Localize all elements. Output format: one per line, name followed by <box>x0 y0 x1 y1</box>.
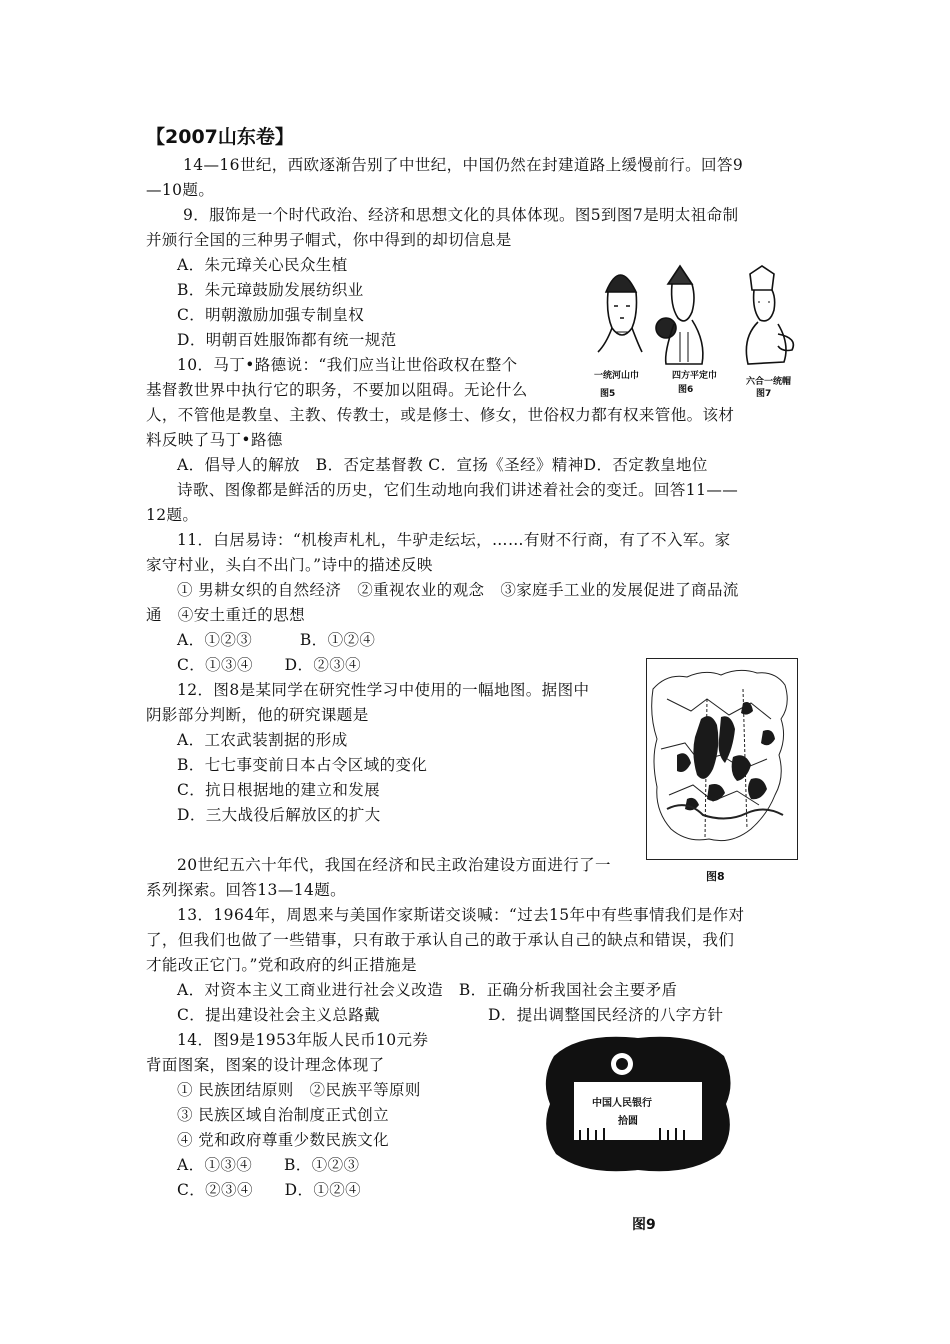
q12-option-c: C．抗日根据地的建立和发展 <box>177 781 381 799</box>
section-intro: 诗歌、图像都是鲜活的历史，它们生动地向我们讲述着社会的变迁。回答11—— <box>177 481 739 499</box>
section-intro: 系列探索。回答13—14题。 <box>146 881 347 899</box>
question-10-stem: 人，不管他是教皇、主教、传教士，或是修士、修女，世俗权力都有权来管他。该材 <box>146 406 735 424</box>
q11-statements: 通 ④安土重迁的思想 <box>146 606 306 624</box>
hat-number-6: 图6 <box>678 385 694 395</box>
question-9-stem: 并颁行全国的三种男子帽式，你中得到的却切信息是 <box>146 231 512 249</box>
question-14-stem: 14．图9是1953年版人民币10元券 <box>177 1031 429 1049</box>
q12-option-d: D．三大战役后解放区的扩大 <box>177 806 381 824</box>
map-figure-number: 图8 <box>706 870 725 883</box>
q12-option-a: A．工农武装割据的形成 <box>177 731 348 749</box>
banknote-bank-name: 中国人民银行 <box>592 1098 652 1109</box>
banknote-figure <box>540 1032 736 1176</box>
question-14-stem: 背面图案，图案的设计理念体现了 <box>146 1056 385 1074</box>
hat-number-7: 图7 <box>756 389 772 399</box>
q14-options: A．①③④ B．①②③ <box>177 1156 360 1174</box>
intro-line: —10题。 <box>146 181 215 199</box>
banknote-figure-number: 图9 <box>632 1217 656 1233</box>
map-figure <box>646 658 798 860</box>
hat-caption-3: 六合一统帽 <box>746 377 792 387</box>
q11-options: A．①②③ B．①②④ <box>177 631 376 649</box>
hat-caption-1: 一统河山巾 <box>594 371 640 381</box>
q9-option-c: C．明朝激励加强专制皇权 <box>177 306 365 324</box>
question-10-stem: 基督教世界中执行它的职务，不要加以阻碍。无论什么 <box>146 381 528 399</box>
question-12-stem: 12．图8是某同学在研究性学习中使用的一幅地图。据图中 <box>177 681 590 699</box>
q11-options: C．①③④ D．②③④ <box>177 656 362 674</box>
question-11-stem: 家守村业，头白不出门。”诗中的描述反映 <box>146 556 433 574</box>
banknote-denomination: 拾圆 <box>618 1116 638 1127</box>
hats-figure <box>592 252 810 400</box>
map-illustration <box>647 659 796 858</box>
q13-option-c: C．提出建设社会主义总路戴 <box>177 1006 381 1024</box>
q9-option-a: A．朱元璋关心民众生植 <box>177 256 348 274</box>
question-13-stem: 了，但我们也做了一些错事，只有敢于承认自己的敢于承认自己的缺点和错误，我们 <box>146 931 735 949</box>
exam-title: 【2007山东卷】 <box>146 126 294 148</box>
q12-option-b: B．七七事变前日本占令区域的变化 <box>177 756 428 774</box>
q10-options: A．倡导人的解放 B．否定基督教 C．宣扬《圣经》精神D．否定教皇地位 <box>177 456 708 474</box>
question-11-stem: 11．白居易诗：“机梭声札札，牛驴走纭坛，……有财不行商，有了不入军。家 <box>177 531 731 549</box>
question-10-stem: 10．马丁•路德说：“我们应当让世俗政权在整个 <box>177 356 518 374</box>
question-13-stem: 才能改正它门。”党和政府的纠正措施是 <box>146 956 417 974</box>
section-intro: 12题。 <box>146 506 199 524</box>
hat-caption-2: 四方平定巾 <box>672 371 718 381</box>
q9-option-d: D．明朝百姓服饰都有统一规范 <box>177 331 397 349</box>
intro-line: 14—16世纪，西欧逐渐告别了中世纪，中国仍然在封建道路上缓慢前行。回答9 <box>183 156 744 174</box>
q14-statement: ③ 民族区域自治制度正式创立 <box>177 1106 390 1124</box>
q11-statements: ① 男耕女织的自然经济 ②重视农业的观念 ③家庭手工业的发展促进了商品流 <box>177 581 739 599</box>
q13-option-d: D．提出调整国民经济的八字方针 <box>488 1006 724 1024</box>
hat-number-5: 图5 <box>600 389 616 399</box>
question-12-stem: 阴影部分判断，他的研究课题是 <box>146 706 369 724</box>
q13-options: A．对资本主义工商业进行社会义改造 B．正确分析我国社会主要矛盾 <box>177 981 678 999</box>
q14-statement: ① 民族团结原则 ②民族平等原则 <box>177 1081 421 1099</box>
question-13-stem: 13．1964年，周恩来与美国作家斯诺交谈喊：“过去15年中有些事情我们是作对 <box>177 906 745 924</box>
q14-options: C．②③④ D．①②④ <box>177 1181 362 1199</box>
q9-option-b: B．朱元璋鼓励发展纺织业 <box>177 281 364 299</box>
q14-statement: ④ 党和政府尊重少数民族文化 <box>177 1131 390 1149</box>
section-intro: 20世纪五六十年代，我国在经济和民主政治建设方面进行了一 <box>177 856 611 874</box>
question-9-stem: 9．服饰是一个时代政治、经济和思想文化的具体体现。图5到图7是明太祖命制 <box>183 206 739 224</box>
question-10-stem: 料反映了马丁•路德 <box>146 431 283 449</box>
